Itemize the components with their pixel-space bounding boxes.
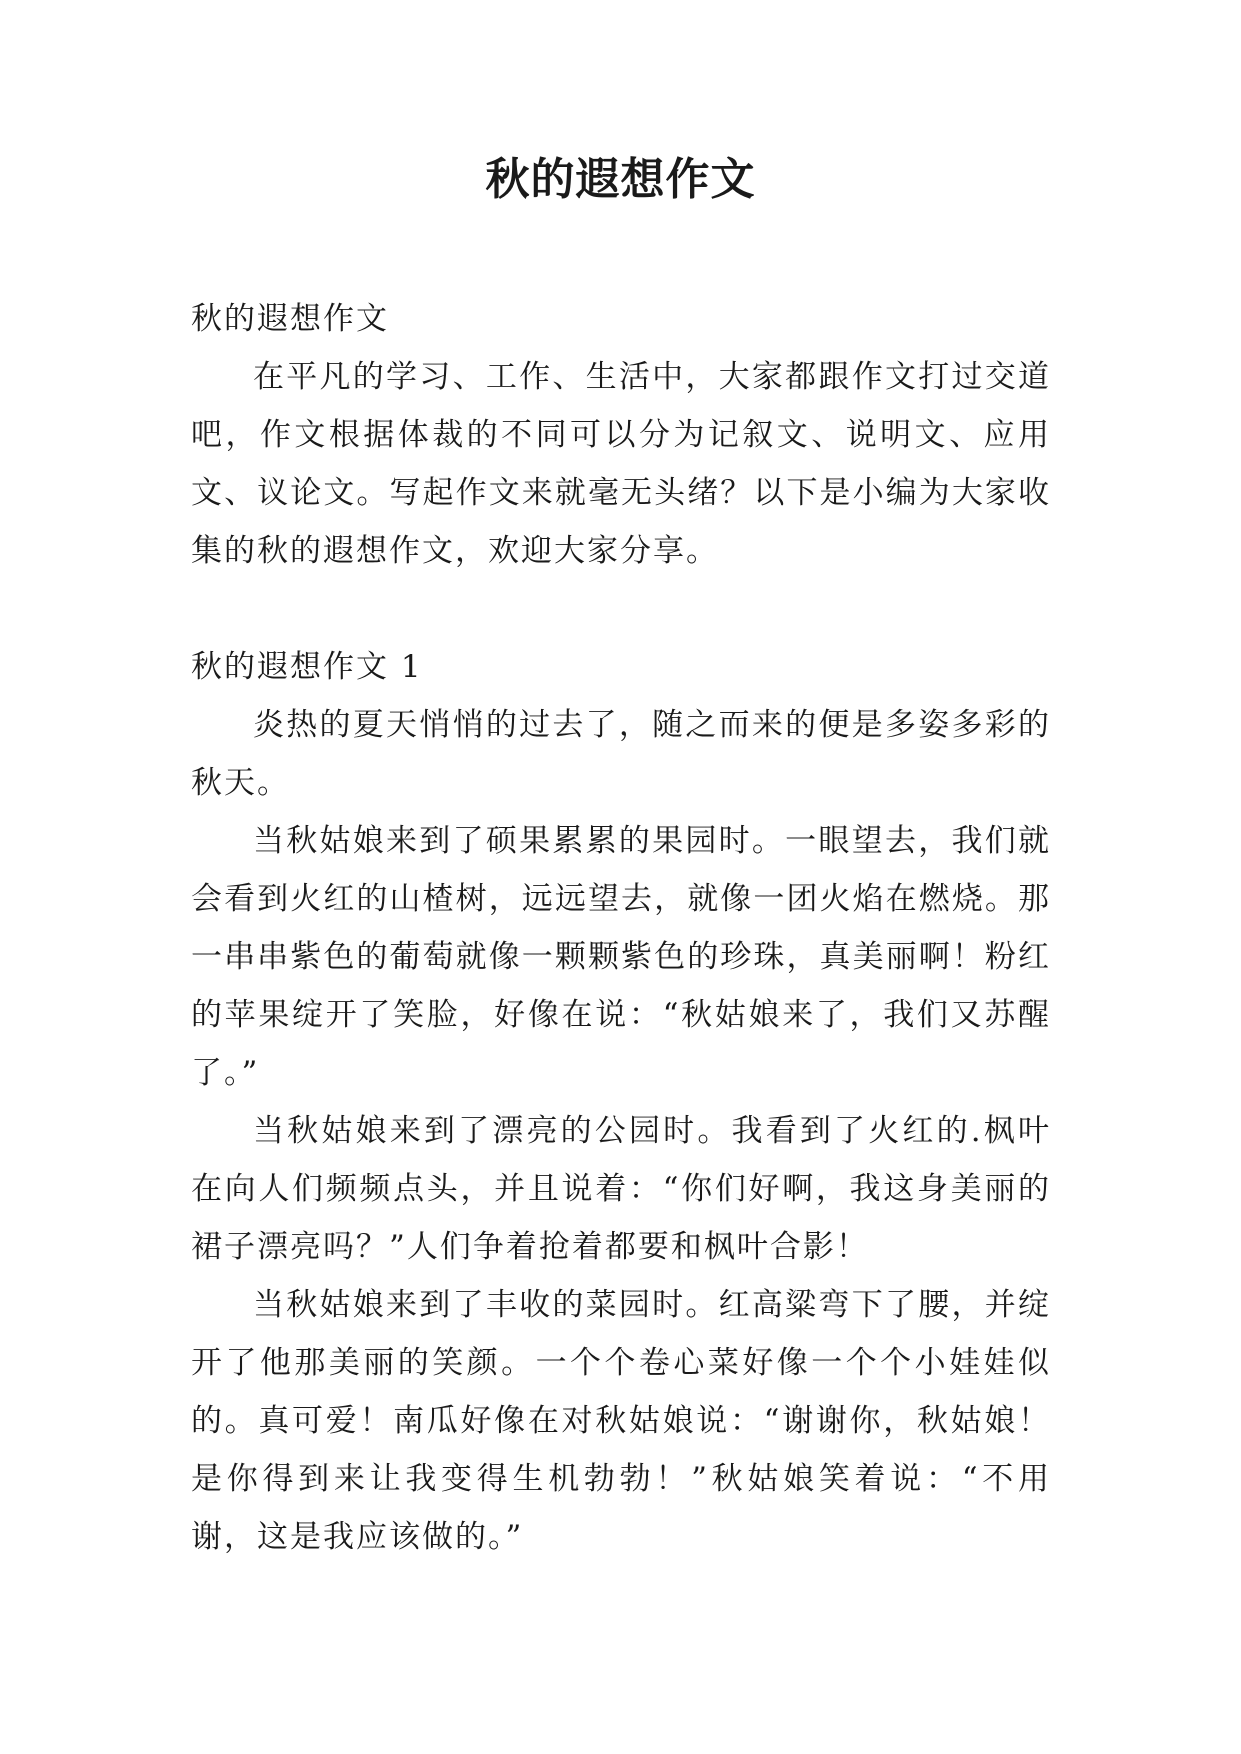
essay-1-paragraph-2: 当秋姑娘来到了硕果累累的果园时。一眼望去，我们就会看到火红的山楂树，远远望去，就像一团火焰在燃烧。那一串串紫色的葡萄就像一颗颗紫色的珍珠，真美丽啊！粉红的苹果绽开了笑脸，好像在说：“秋姑娘来了，我们又苏醒了。” bbox=[191, 823, 1051, 1091]
intro-heading: 秋的遐想作文 bbox=[191, 301, 389, 337]
essay-1-paragraph-1: 炎热的夏天悄悄的过去了，随之而来的便是多姿多彩的秋天。 bbox=[191, 707, 1051, 801]
essay-1-paragraph-4: 当秋姑娘来到了丰收的菜园时。红高粱弯下了腰，并绽开了他那美丽的笑颜。一个个卷心菜好像一个个小娃娃似的。真可爱！南瓜好像在对秋姑娘说：“谢谢你，秋姑娘！是你得到来让我变得生机勃勃！”秋姑娘笑着说：“不用谢，这是我应该做的。” bbox=[191, 1287, 1051, 1555]
essay-1-paragraph-3: 当秋姑娘来到了漂亮的公园时。我看到了火红的.枫叶在向人们频频点头，并且说着：“你们好啊，我这身美丽的裙子漂亮吗？”人们争着抢着都要和枫叶合影！ bbox=[191, 1113, 1051, 1265]
document-title: 秋的遐想作文 bbox=[485, 154, 756, 205]
section-spacer bbox=[191, 580, 1051, 638]
intro-paragraph: 在平凡的学习、工作、生活中，大家都跟作文打过交道吧，作文根据体裁的不同可以分为记叙文、说明文、应用文、议论文。写起作文来就毫无头绪？以下是小编为大家收集的秋的遐想作文，欢迎大家分享。 bbox=[191, 359, 1051, 569]
document-body bbox=[191, 290, 1051, 1566]
essay-1-heading: 秋的遐想作文 1 bbox=[191, 649, 423, 685]
